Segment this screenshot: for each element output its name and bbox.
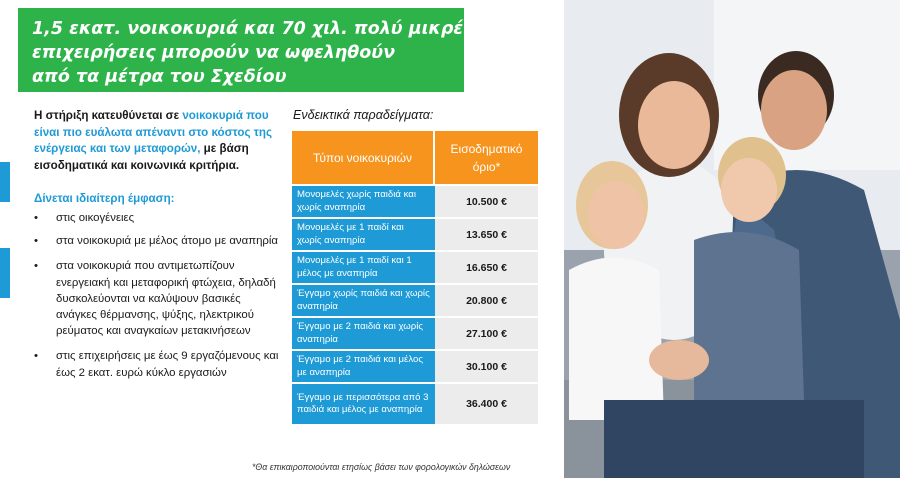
list-item [34, 348, 284, 380]
bullet-icon: • [34, 235, 38, 248]
household-type-cell: Μονομελές με 1 παιδί και χωρίς αναπηρία [292, 219, 435, 250]
header-title-line-2: επιχειρήσεις μπορούν να ωφεληθούν [32, 43, 396, 63]
household-type-cell: Έγγαμο χωρίς παιδιά και χωρίς αναπηρία [292, 285, 435, 316]
income-limit-cell: 30.100 € [435, 351, 538, 382]
header-title-line-3: από τα μέτρα του Σχεδίου [32, 67, 287, 87]
household-type-cell: Μονομελές χωρίς παιδιά και χωρίς αναπηρία [292, 186, 435, 217]
header-title-line-1: 1,5 εκατ. νοικοκυριά και 70 χιλ. πολύ μικρές [32, 19, 474, 39]
household-type-cell: Έγγαμο με 2 παιδιά και μέλος με αναπηρία [292, 351, 435, 382]
table-row [292, 351, 538, 382]
table-row [292, 384, 538, 424]
emphasis-heading: Δίνεται ιδιαίτερη έμφαση: [34, 192, 175, 205]
family-photo-illustration [564, 0, 900, 478]
household-type-cell: Έγγαμο με περισσότερα από 3 παιδιά και μέλος με αναπηρία [292, 384, 435, 424]
bullet-text: στις οικογένειες [56, 212, 135, 224]
list-item [34, 258, 284, 339]
income-limit-header-line-1: Εισοδηματικό [450, 141, 523, 156]
table-row [292, 285, 538, 316]
list-item [34, 233, 284, 249]
bullet-list [34, 210, 284, 381]
income-limit-cell: 27.100 € [435, 318, 538, 349]
bullet-text: στα νοικοκυριά με μέλος άτομο με αναπηρία [56, 235, 278, 248]
list-item [34, 210, 284, 226]
table-row [292, 219, 538, 250]
table-row [292, 186, 538, 217]
income-limit-cell: 16.650 € [435, 252, 538, 283]
bullet-icon: • [34, 350, 38, 363]
income-limit-cell: 20.800 € [435, 285, 538, 316]
header-banner [18, 8, 474, 92]
intro-part-1: Η στήριξη κατευθύνεται σε [34, 109, 183, 122]
left-accent-bar [0, 248, 10, 298]
income-limit-cell: 10.500 € [435, 186, 538, 217]
examples-title: Ενδεικτικά παραδείγματα: [293, 108, 434, 122]
intro-text [34, 108, 284, 174]
income-limit-table [292, 131, 538, 424]
bullet-icon: • [34, 260, 38, 273]
column-header-income-limit [435, 131, 538, 184]
table-row [292, 318, 538, 349]
household-type-cell: Έγγαμο με 2 παιδιά και χωρίς αναπηρία [292, 318, 435, 349]
bullet-icon: • [34, 212, 38, 224]
bullet-text: στις επιχειρήσεις με έως 9 εργαζόμενους και έως 2 εκατ. ευρώ κύκλο εργασιών [56, 350, 279, 379]
table-row [292, 252, 538, 283]
income-limit-cell: 13.650 € [435, 219, 538, 250]
income-limit-cell: 36.400 € [435, 384, 538, 424]
household-type-cell: Μονομελές με 1 παιδί και 1 μέλος με αναπηρία [292, 252, 435, 283]
bullet-text: στα νοικοκυριά που αντιμετωπίζουν ενεργειακή και μεταφορική φτώχεια, δηλαδή δυσκολεύονται να καλύψουν βασικές ανάγκες θέρμανσης, ψύξης, ηλεκτρικού ρεύματος και αναγκαίων μετακινήσεων [56, 260, 276, 338]
column-header-household-type: Τύποι νοικοκυριών [292, 131, 435, 184]
intro-part-2-highlight: νοικοκυριά που είναι πιο ευάλωτα απέναντι στο κόστος της ενέργειας και των μεταφορών, [34, 109, 273, 155]
income-limit-header-line-2: όριο* [472, 159, 501, 174]
left-accent-bar [0, 162, 10, 202]
family-photo [564, 0, 900, 478]
footnote: *Θα επικαιροποιούνται ετησίως βάσει των φορολογικών δηλώσεων [252, 462, 511, 472]
table-header [292, 131, 538, 184]
intro-part-3: με βάση εισοδηματικά και κοινωνικά κριτήρια. [34, 142, 249, 172]
